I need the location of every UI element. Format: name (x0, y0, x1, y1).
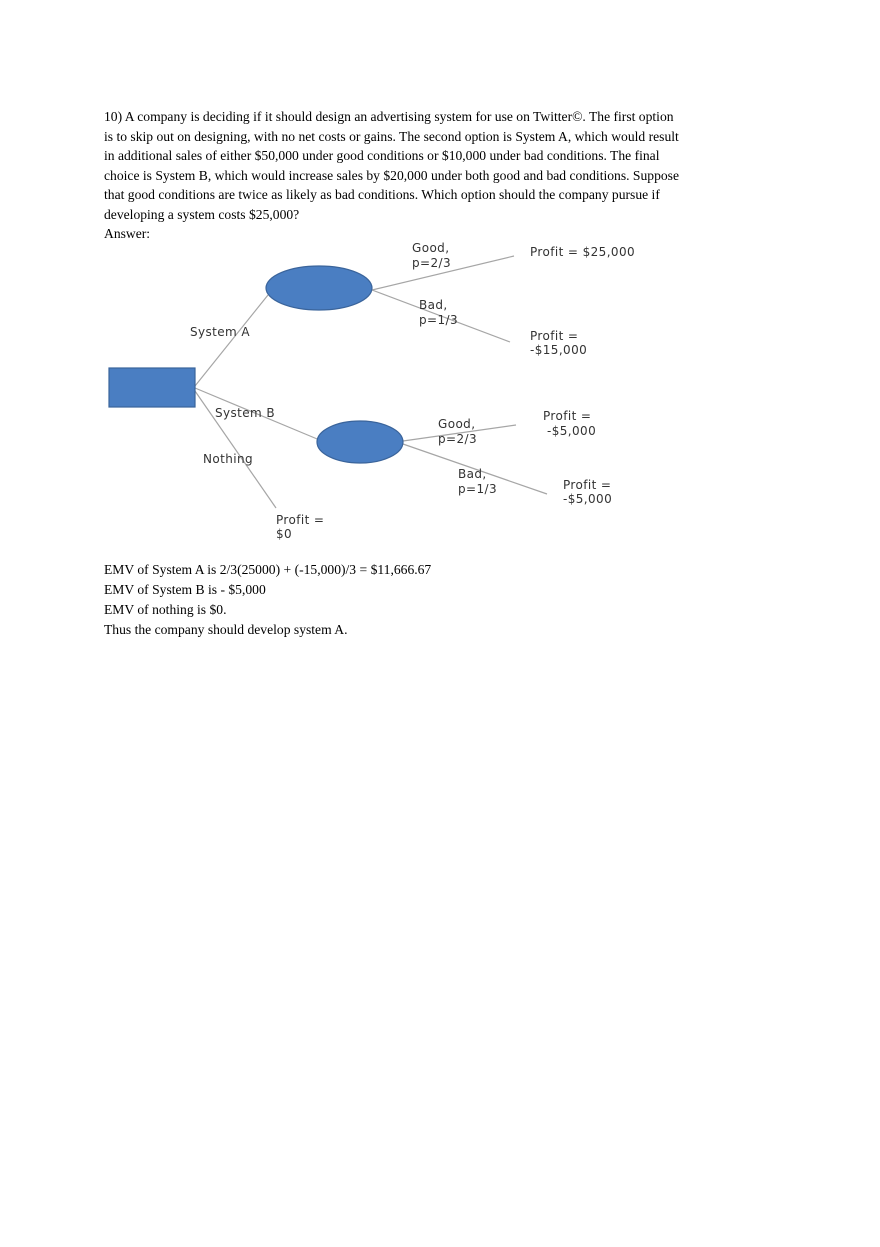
decision-node (109, 368, 195, 407)
profit-b-good-line1: Profit = (543, 409, 592, 423)
answer-label: Answer: (104, 226, 151, 241)
emv-nothing: EMV of nothing is $0. (104, 602, 227, 617)
label-a-good-line2: p=2/3 (412, 256, 451, 270)
label-b-good-line1: Good, (438, 417, 476, 431)
branch-system-a (195, 295, 268, 386)
chance-node-system-b (317, 421, 403, 463)
profit-nothing-line1: Profit = (276, 513, 325, 527)
profit-a-good: Profit = $25,000 (530, 245, 636, 259)
profit-b-bad-line2: -$5,000 (563, 492, 613, 506)
conclusion: Thus the company should develop system A. (104, 622, 348, 637)
emv-system-b: EMV of System B is - $5,000 (104, 582, 266, 597)
label-a-good-line1: Good, (412, 241, 450, 255)
label-a-bad-line2: p=1/3 (419, 313, 458, 327)
profit-a-bad-line2: -$15,000 (530, 343, 588, 357)
label-b-good-line2: p=2/3 (438, 432, 477, 446)
label-b-bad-line1: Bad, (458, 467, 487, 481)
label-system-a: System A (190, 325, 250, 339)
label-system-b: System B (215, 406, 275, 420)
emv-system-a: EMV of System A is 2/3(25000) + (-15,000)/3 = $11,666.67 (104, 562, 432, 577)
label-b-bad-line2: p=1/3 (458, 482, 497, 496)
question-text: 10) A company is deciding if it should design an advertising system for use on Twitter©. The first option is to skip out on designing, with no net costs or gains. The second option is System A, which would result in additional sales of either $50,000 under good conditions or $10,000 under bad conditions. The final choice is System B, which would increase sales by $20,000 under both good and bad conditions. Suppose that good conditions are twice as likely as bad conditions. Which option should the company pursue if developing a system costs $25,000? (104, 109, 680, 222)
label-a-bad-line1: Bad, (419, 298, 448, 312)
chance-node-system-a (266, 266, 372, 310)
solution-block (104, 560, 724, 640)
profit-b-good-line2: -$5,000 (547, 424, 597, 438)
profit-a-bad-line1: Profit = (530, 329, 579, 343)
label-nothing: Nothing (203, 452, 253, 466)
profit-nothing-line2: $0 (276, 527, 293, 541)
profit-b-bad-line1: Profit = (563, 478, 612, 492)
